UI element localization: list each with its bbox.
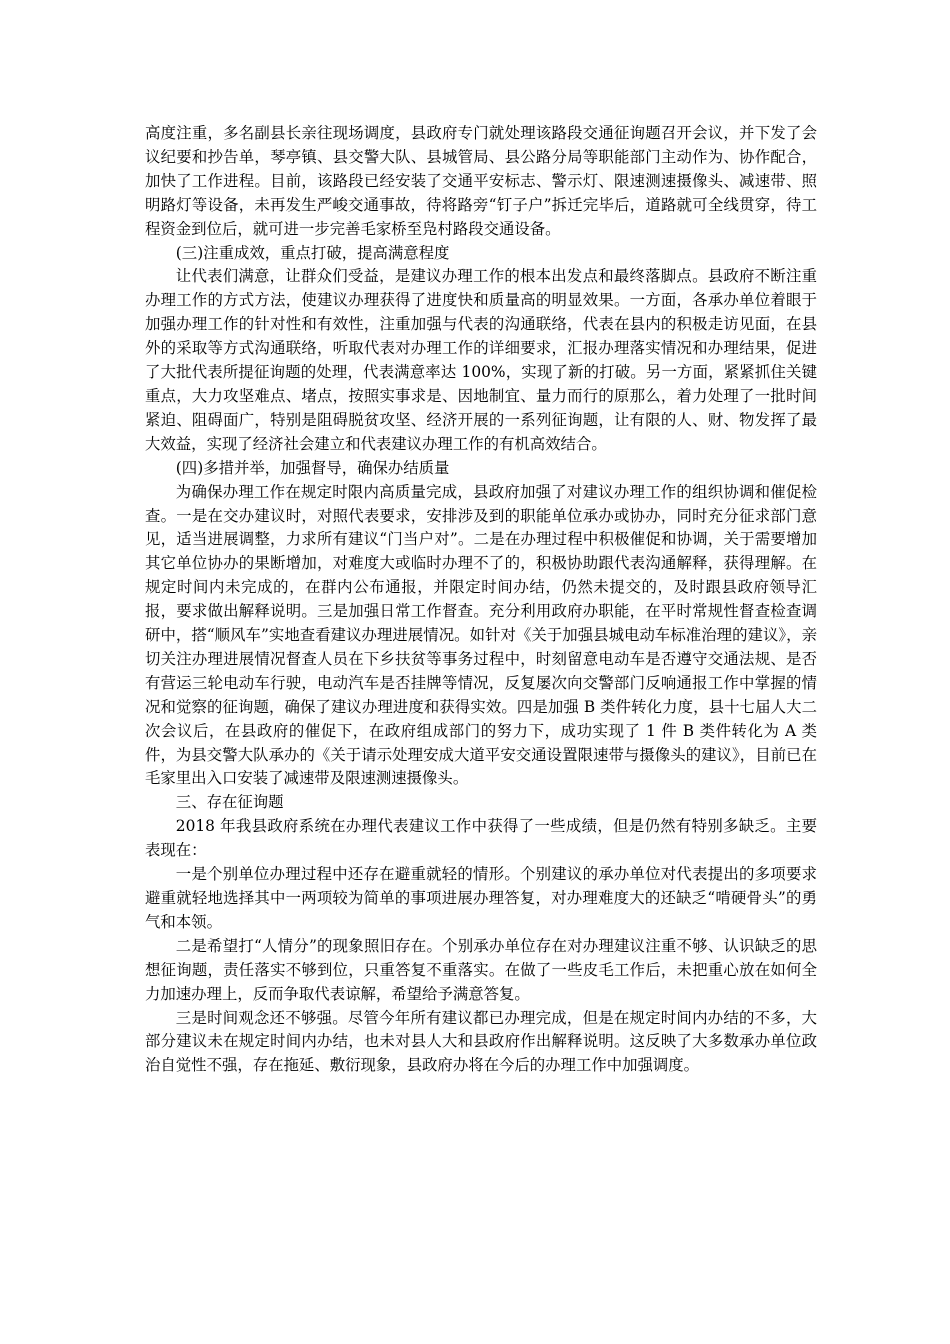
document-page — [145, 122, 817, 1078]
paragraph-satisfaction: 让代表们满意，让群众们受益，是建议办理工作的根本出发点和最终落脚点。县政府不断注重办理工作的方式方法，使建议办理获得了进度快和质量高的明显效果。一方面，各承办单位着眼于加强办理工作的针对性和有效性，注重加强与代表的沟通联络，代表在县内的积极走访见面，在县外的采取等方式沟通联络，听取代表对办理工作的详细要求，汇报办理落实情况和办理结果，促进了大批代表所提征询题的处理，代表满意率达 100%，实现了新的打破。另一方面，紧紧抓住关键重点，大力攻坚难点、堵点，按照实事求是、因地制宜、量力而行的原那么，着力处理了一批时间紧迫、阻碍面广，特别是阻碍脱贫攻坚、经济开展的一系列征询题，让有限的人、财、物发挥了最大效益，实现了经济社会建立和代表建议办理工作的有机高效结合。 — [145, 267, 817, 453]
paragraph-problems-intro: 2018 年我县政府系统在办理代表建议工作中获得了一些成绩，但是仍然有特别多缺乏。主要表现在： — [145, 817, 817, 860]
section-heading-3: (三)注重成效，重点打破，提高满意程度 — [175, 243, 450, 262]
paragraph-problem-2: 二是希望打“人情分”的现象照旧存在。个别承办单位存在对办理建议注重不够、认识缺乏的思想征询题，责任落实不够到位，只重答复不重落实。在做了一些皮毛工作后，未把重心放在如何全力加速办理上，反而争取代表谅解，希望给予满意答复。 — [145, 936, 817, 1003]
paragraph-continuation: 高度注重，多名副县长亲往现场调度，县政府专门就处理该路段交通征询题召开会议，并下发了会议纪要和抄告单，琴亭镇、县交警大队、县城管局、县公路分局等职能部门主动作为、协作配合，加快了工作进程。目前，该路段已经安装了交通平安标志、警示灯、限速测速摄像头、减速带、照明路灯等设备，未再发生严峻交通事故，待将路旁“钉子户”拆迁完毕后，道路就可全线贯穿，待工程资金到位后，就可进一步完善毛家桥至凫村路段交通设备。 — [145, 124, 817, 238]
section-heading-problems: 三、存在征询题 — [175, 793, 284, 812]
paragraph-problem-1: 一是个别单位办理过程中还存在避重就轻的情形。个别建议的承办单位对代表提出的多项要求避重就轻地选择其中一两项较为简单的事项进展办理答复，对办理难度大的还缺乏“啃硬骨头”的勇气和本领。 — [145, 865, 817, 931]
paragraph-problem-3: 三是时间观念还不够强。尽管今年所有建议都已办理完成，但是在规定时间内办结的不多，大部分建议未在规定时间内办结，也未对县人大和县政府作出解释说明。这反映了大多数承办单位政治自觉性不强，存在拖延、敷衍现象，县政府办将在今后的办理工作中加强调度。 — [145, 1008, 817, 1075]
section-heading-4: (四)多措并举，加强督导，确保办结质量 — [175, 458, 450, 477]
paragraph-supervision: 为确保办理工作在规定时限内高质量完成，县政府加强了对建议办理工作的组织协调和催促检查。一是在交办建议时，对照代表要求，安排涉及到的职能单位承办或协办，同时充分征求部门意见，适当进展调整，力求所有建议“门当户对”。二是在办理过程中积极催促和协调，关于需要增加其它单位协办的果断增加，对难度大或临时办理不了的，积极协助跟代表沟通解释，获得理解。在规定时间内未完成的，在群内公布通报，并限定时间办结，仍然未提交的，及时跟县政府领导汇报，要求做出解释说明。三是加强日常工作督查。充分利用政府办职能，在平时常规性督查检查调研中，搭“顺风车”实地查看建议办理进展情况。如针对《关于加强县城电动车标准治理的建议》，亲切关注办理进展情况督查人员在下乡扶贫等事务过程中，时刻留意电动车是否遵守交通法规、是否有营运三轮电动车行驶，电动汽车是否挂牌等情况，反复屡次向交警部门反响通报工作中掌握的情况和觉察的征询题，确保了建议办理进度和获得实效。四是加强 B 类件转化力度，县十七届人大二次会议后，在县政府的催促下，在政府组成部门的努力下，成功实现了 1 件 B 类件转化为 A 类件，为县交警大队承办的《关于请示处理安成大道平安交通设置限速带与摄像头的建议》，目前已在毛家里出入口安装了减速带及限速测速摄像头。 — [145, 482, 817, 788]
